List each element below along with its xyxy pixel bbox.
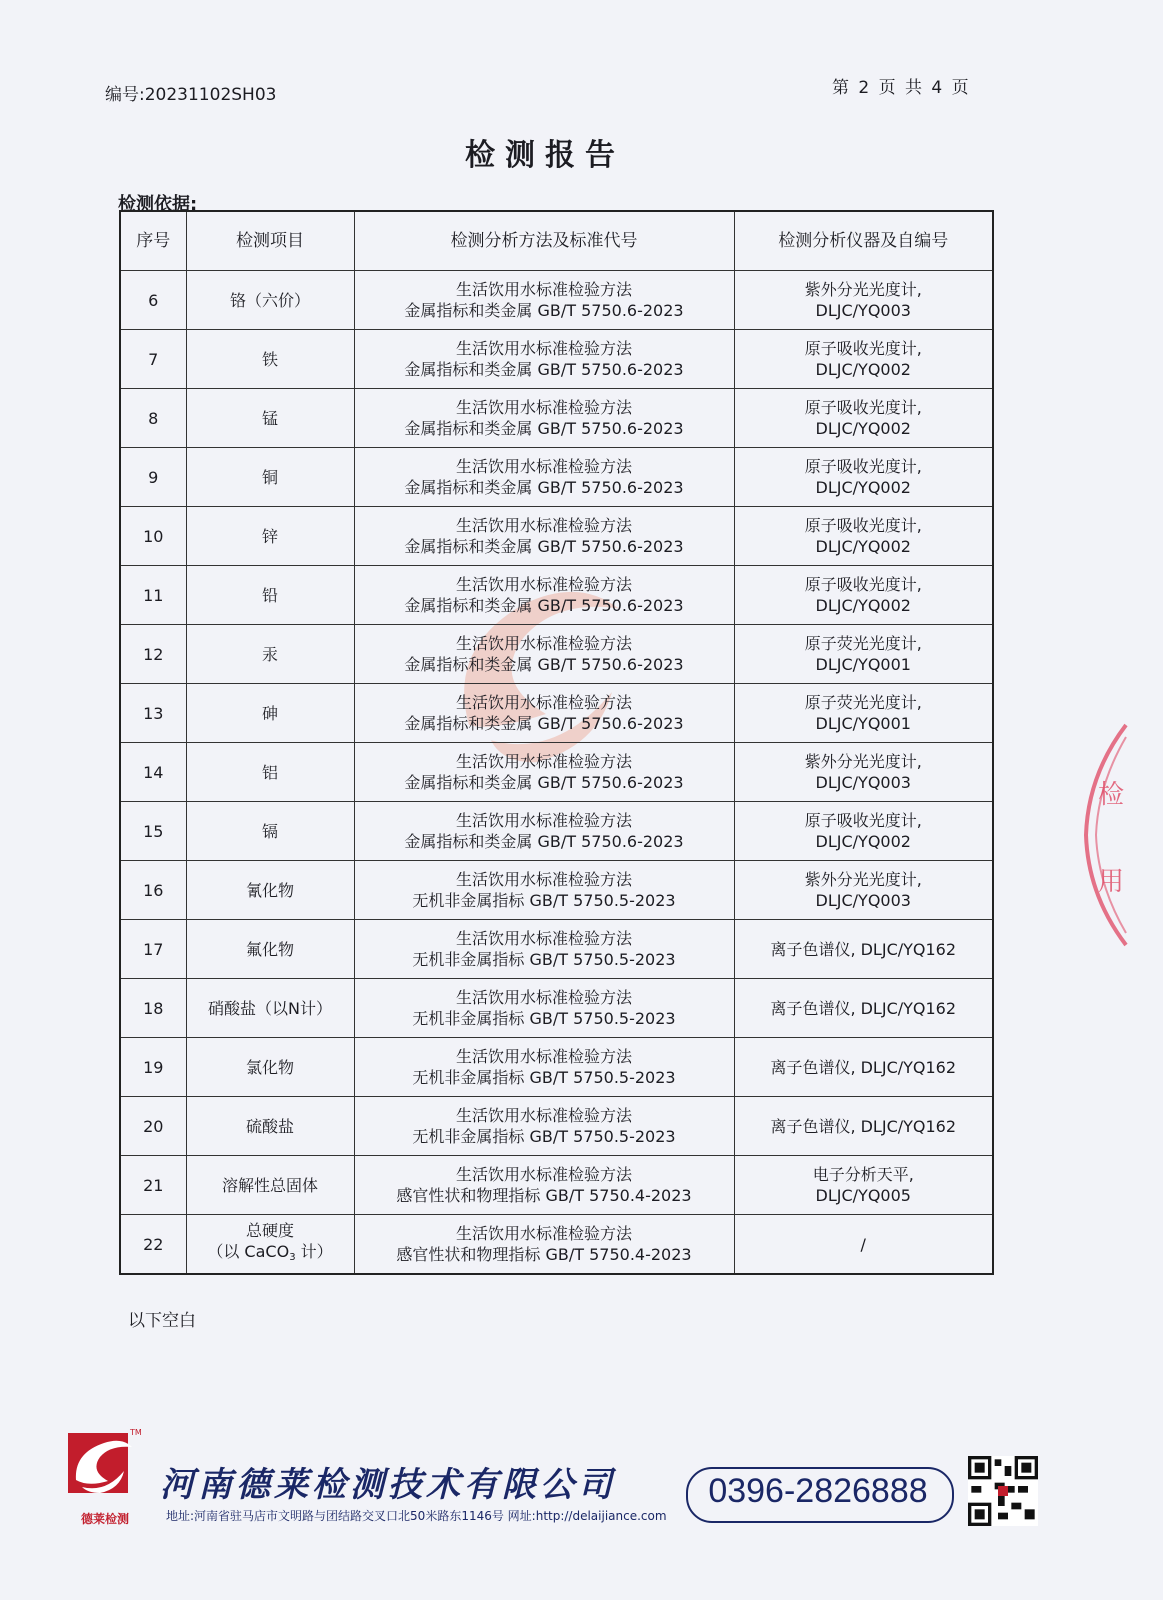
cell-method xyxy=(354,330,734,389)
cell-method xyxy=(354,1215,734,1275)
instrument-line-1: 原子荧光光度计, xyxy=(804,693,922,712)
table-row xyxy=(120,979,993,1038)
cell-instrument xyxy=(734,743,993,802)
cell-no: 13 xyxy=(120,684,186,743)
cell-instrument xyxy=(734,684,993,743)
instrument-line-1: 离子色谱仪, DLJC/YQ162 xyxy=(770,998,957,1018)
page-indicator: 第 2 页 共 4 页 xyxy=(832,78,971,98)
instrument-line-2: DLJC/YQ003 xyxy=(815,891,911,910)
instrument-line-1: 原子吸收光度计, xyxy=(804,398,922,417)
cell-instrument xyxy=(734,507,993,566)
item-name: 汞 xyxy=(261,644,278,664)
cell-no: 17 xyxy=(120,920,186,979)
instrument-line-2: DLJC/YQ002 xyxy=(815,537,911,556)
instrument-line-1: 离子色谱仪, DLJC/YQ162 xyxy=(770,1057,957,1077)
method-line-2: 金属指标和类金属 GB/T 5750.6-2023 xyxy=(404,537,684,556)
item-name: 氟化物 xyxy=(245,939,294,959)
cell-method xyxy=(354,507,734,566)
item-name: 氯化物 xyxy=(245,1057,294,1077)
cell-no: 14 xyxy=(120,743,186,802)
cell-item xyxy=(186,566,354,625)
cell-item xyxy=(186,861,354,920)
cell-no: 11 xyxy=(120,566,186,625)
method-line-1: 生活饮用水标准检验方法 xyxy=(455,339,632,358)
cell-instrument xyxy=(734,979,993,1038)
method-line-1: 生活饮用水标准检验方法 xyxy=(455,634,632,653)
instrument-line-1: 原子吸收光度计, xyxy=(804,339,922,358)
method-line-1: 生活饮用水标准检验方法 xyxy=(455,1165,632,1184)
table-header-row xyxy=(120,211,993,271)
cell-method xyxy=(354,566,734,625)
cell-method xyxy=(354,802,734,861)
cell-item xyxy=(186,389,354,448)
method-line-2: 金属指标和类金属 GB/T 5750.6-2023 xyxy=(404,773,684,792)
table-row xyxy=(120,507,993,566)
instrument-line-1: / xyxy=(860,1234,866,1254)
column-header-method: 检测分析方法及标准代号 xyxy=(354,211,734,271)
method-line-1: 生活饮用水标准检验方法 xyxy=(455,1106,632,1125)
cell-instrument xyxy=(734,448,993,507)
instrument-line-2: DLJC/YQ003 xyxy=(815,773,911,792)
item-name: 镉 xyxy=(261,821,278,841)
method-line-2: 金属指标和类金属 GB/T 5750.6-2023 xyxy=(404,301,684,320)
cell-no: 19 xyxy=(120,1038,186,1097)
cell-no: 15 xyxy=(120,802,186,861)
instrument-line-1: 原子吸收光度计, xyxy=(804,811,922,830)
cell-method xyxy=(354,979,734,1038)
method-line-1: 生活饮用水标准检验方法 xyxy=(455,752,632,771)
instrument-line-2: DLJC/YQ001 xyxy=(815,655,911,674)
cell-instrument xyxy=(734,802,993,861)
cell-instrument xyxy=(734,1215,993,1275)
table-row xyxy=(120,743,993,802)
cell-item xyxy=(186,330,354,389)
cell-item xyxy=(186,625,354,684)
cell-no: 6 xyxy=(120,271,186,330)
cell-instrument xyxy=(734,1038,993,1097)
table-row xyxy=(120,861,993,920)
cell-instrument xyxy=(734,625,993,684)
table-row xyxy=(120,330,993,389)
instrument-line-2: DLJC/YQ001 xyxy=(815,714,911,733)
item-name: 铅 xyxy=(261,585,278,605)
method-line-1: 生活饮用水标准检验方法 xyxy=(455,988,632,1007)
instrument-line-1: 电子分析天平, xyxy=(812,1165,914,1184)
company-address: 地址:河南省驻马店市文明路与团结路交叉口北50米路东1146号 网址:http://delaijiance.com xyxy=(166,1509,667,1523)
cell-item xyxy=(186,979,354,1038)
company-name: 河南德莱检测技术有限公司 xyxy=(160,1465,616,1505)
method-line-2: 金属指标和类金属 GB/T 5750.6-2023 xyxy=(404,478,684,497)
column-header-instrument: 检测分析仪器及自编号 xyxy=(734,211,993,271)
item-name: 铁 xyxy=(261,349,278,369)
method-line-2: 金属指标和类金属 GB/T 5750.6-2023 xyxy=(404,714,684,733)
instrument-line-1: 原子吸收光度计, xyxy=(804,457,922,476)
instrument-line-1: 原子吸收光度计, xyxy=(804,575,922,594)
item-name: 铬（六价） xyxy=(229,290,310,310)
table-row xyxy=(120,271,993,330)
instrument-line-1: 紫外分光光度计, xyxy=(804,752,922,771)
method-line-2: 无机非金属指标 GB/T 5750.5-2023 xyxy=(412,950,676,969)
method-line-2: 感官性状和物理指标 GB/T 5750.4-2023 xyxy=(396,1186,692,1205)
svg-text:TM: TM xyxy=(130,1428,142,1437)
method-line-1: 生活饮用水标准检验方法 xyxy=(455,516,632,535)
method-line-1: 生活饮用水标准检验方法 xyxy=(455,457,632,476)
instrument-line-2: DLJC/YQ002 xyxy=(815,832,911,851)
column-header-no: 序号 xyxy=(120,211,186,271)
svg-text:检: 检 xyxy=(1098,780,1125,810)
cell-no: 20 xyxy=(120,1097,186,1156)
cell-method xyxy=(354,743,734,802)
basis-label: 检测依据: xyxy=(118,194,198,215)
cell-item xyxy=(186,743,354,802)
method-line-2: 无机非金属指标 GB/T 5750.5-2023 xyxy=(412,891,676,910)
cell-instrument xyxy=(734,389,993,448)
method-line-2: 感官性状和物理指标 GB/T 5750.4-2023 xyxy=(396,1245,692,1264)
cell-item xyxy=(186,920,354,979)
cell-instrument xyxy=(734,1156,993,1215)
instrument-line-2: DLJC/YQ003 xyxy=(815,301,911,320)
item-name: 铝 xyxy=(261,762,278,782)
item-name: 总硬度 xyxy=(245,1221,294,1240)
method-line-1: 生活饮用水标准检验方法 xyxy=(455,398,632,417)
table-row xyxy=(120,684,993,743)
cell-method xyxy=(354,1097,734,1156)
cell-method xyxy=(354,920,734,979)
cell-instrument xyxy=(734,920,993,979)
cell-instrument xyxy=(734,330,993,389)
instrument-line-1: 紫外分光光度计, xyxy=(804,280,922,299)
item-name: 溶解性总固体 xyxy=(221,1175,318,1195)
company-logo-icon xyxy=(66,1425,144,1519)
method-line-2: 金属指标和类金属 GB/T 5750.6-2023 xyxy=(404,419,684,438)
cell-item xyxy=(186,448,354,507)
item-note-post: 计） xyxy=(295,1242,333,1261)
method-line-1: 生活饮用水标准检验方法 xyxy=(455,693,632,712)
method-line-1: 生活饮用水标准检验方法 xyxy=(455,575,632,594)
seal-stamp xyxy=(1068,715,1128,955)
item-name: 氰化物 xyxy=(245,880,294,900)
table-row xyxy=(120,1156,993,1215)
cell-method xyxy=(354,448,734,507)
table-row xyxy=(120,920,993,979)
method-line-2: 金属指标和类金属 GB/T 5750.6-2023 xyxy=(404,832,684,851)
cell-method xyxy=(354,1038,734,1097)
item-name: 硝酸盐（以N计） xyxy=(208,998,332,1018)
method-line-1: 生活饮用水标准检验方法 xyxy=(455,811,632,830)
cell-no: 8 xyxy=(120,389,186,448)
cell-item xyxy=(186,802,354,861)
cell-method xyxy=(354,389,734,448)
cell-item xyxy=(186,507,354,566)
cell-instrument xyxy=(734,271,993,330)
column-header-item: 检测项目 xyxy=(186,211,354,271)
cell-method xyxy=(354,271,734,330)
cell-instrument xyxy=(734,861,993,920)
table-row xyxy=(120,389,993,448)
test-basis-table xyxy=(119,210,994,1275)
cell-no: 21 xyxy=(120,1156,186,1215)
cell-item xyxy=(186,271,354,330)
phone-number: 0396-2826888 xyxy=(708,1472,928,1510)
cell-item xyxy=(186,684,354,743)
qr-code-icon xyxy=(968,1456,1038,1526)
item-name: 锰 xyxy=(261,408,278,428)
method-line-1: 生活饮用水标准检验方法 xyxy=(455,280,632,299)
instrument-line-1: 原子荧光光度计, xyxy=(804,634,922,653)
method-line-2: 无机非金属指标 GB/T 5750.5-2023 xyxy=(412,1068,676,1087)
item-name: 锌 xyxy=(261,526,278,546)
table-row xyxy=(120,1038,993,1097)
method-line-1: 生活饮用水标准检验方法 xyxy=(455,1224,632,1243)
instrument-line-1: 紫外分光光度计, xyxy=(804,870,922,889)
table-row xyxy=(120,625,993,684)
instrument-line-1: 离子色谱仪, DLJC/YQ162 xyxy=(770,939,957,959)
cell-item xyxy=(186,1038,354,1097)
item-name: 铜 xyxy=(261,467,278,487)
cell-instrument xyxy=(734,1097,993,1156)
table-row xyxy=(120,566,993,625)
method-line-1: 生活饮用水标准检验方法 xyxy=(455,870,632,889)
method-line-2: 金属指标和类金属 GB/T 5750.6-2023 xyxy=(404,596,684,615)
cell-item xyxy=(186,1156,354,1215)
cell-no: 22 xyxy=(120,1215,186,1275)
instrument-line-2: DLJC/YQ005 xyxy=(815,1186,911,1205)
cell-method xyxy=(354,1156,734,1215)
method-line-2: 无机非金属指标 GB/T 5750.5-2023 xyxy=(412,1009,676,1028)
table-row xyxy=(120,448,993,507)
cell-no: 12 xyxy=(120,625,186,684)
table-row xyxy=(120,1097,993,1156)
instrument-line-1: 离子色谱仪, DLJC/YQ162 xyxy=(770,1116,957,1136)
method-line-2: 金属指标和类金属 GB/T 5750.6-2023 xyxy=(404,360,684,379)
cell-no: 9 xyxy=(120,448,186,507)
method-line-2: 无机非金属指标 GB/T 5750.5-2023 xyxy=(412,1127,676,1146)
cell-no: 18 xyxy=(120,979,186,1038)
cell-instrument xyxy=(734,566,993,625)
cell-item xyxy=(186,1097,354,1156)
item-note-subscript: 3 xyxy=(289,1252,296,1263)
method-line-1: 生活饮用水标准检验方法 xyxy=(455,1047,632,1066)
report-number: 编号:20231102SH03 xyxy=(105,85,277,105)
instrument-line-2: DLJC/YQ002 xyxy=(815,360,911,379)
method-line-2: 金属指标和类金属 GB/T 5750.6-2023 xyxy=(404,655,684,674)
method-line-1: 生活饮用水标准检验方法 xyxy=(455,929,632,948)
instrument-line-1: 原子吸收光度计, xyxy=(804,516,922,535)
item-note xyxy=(187,1241,354,1268)
item-note-pre: （以 CaCO xyxy=(207,1242,290,1261)
page-title: 检测报告 xyxy=(465,138,625,173)
cell-method xyxy=(354,625,734,684)
blank-below-note: 以下空白 xyxy=(128,1311,196,1331)
cell-item xyxy=(186,1215,354,1275)
cell-method xyxy=(354,684,734,743)
cell-no: 10 xyxy=(120,507,186,566)
item-name: 砷 xyxy=(261,703,278,723)
logo-caption: 德莱检测 xyxy=(80,1512,129,1526)
cell-no: 7 xyxy=(120,330,186,389)
cell-method xyxy=(354,861,734,920)
table-row xyxy=(120,802,993,861)
item-name: 硫酸盐 xyxy=(245,1116,294,1136)
cell-no: 16 xyxy=(120,861,186,920)
svg-text:用: 用 xyxy=(1098,867,1125,897)
instrument-line-2: DLJC/YQ002 xyxy=(815,419,911,438)
table-row xyxy=(120,1215,993,1275)
instrument-line-2: DLJC/YQ002 xyxy=(815,596,911,615)
instrument-line-2: DLJC/YQ002 xyxy=(815,478,911,497)
